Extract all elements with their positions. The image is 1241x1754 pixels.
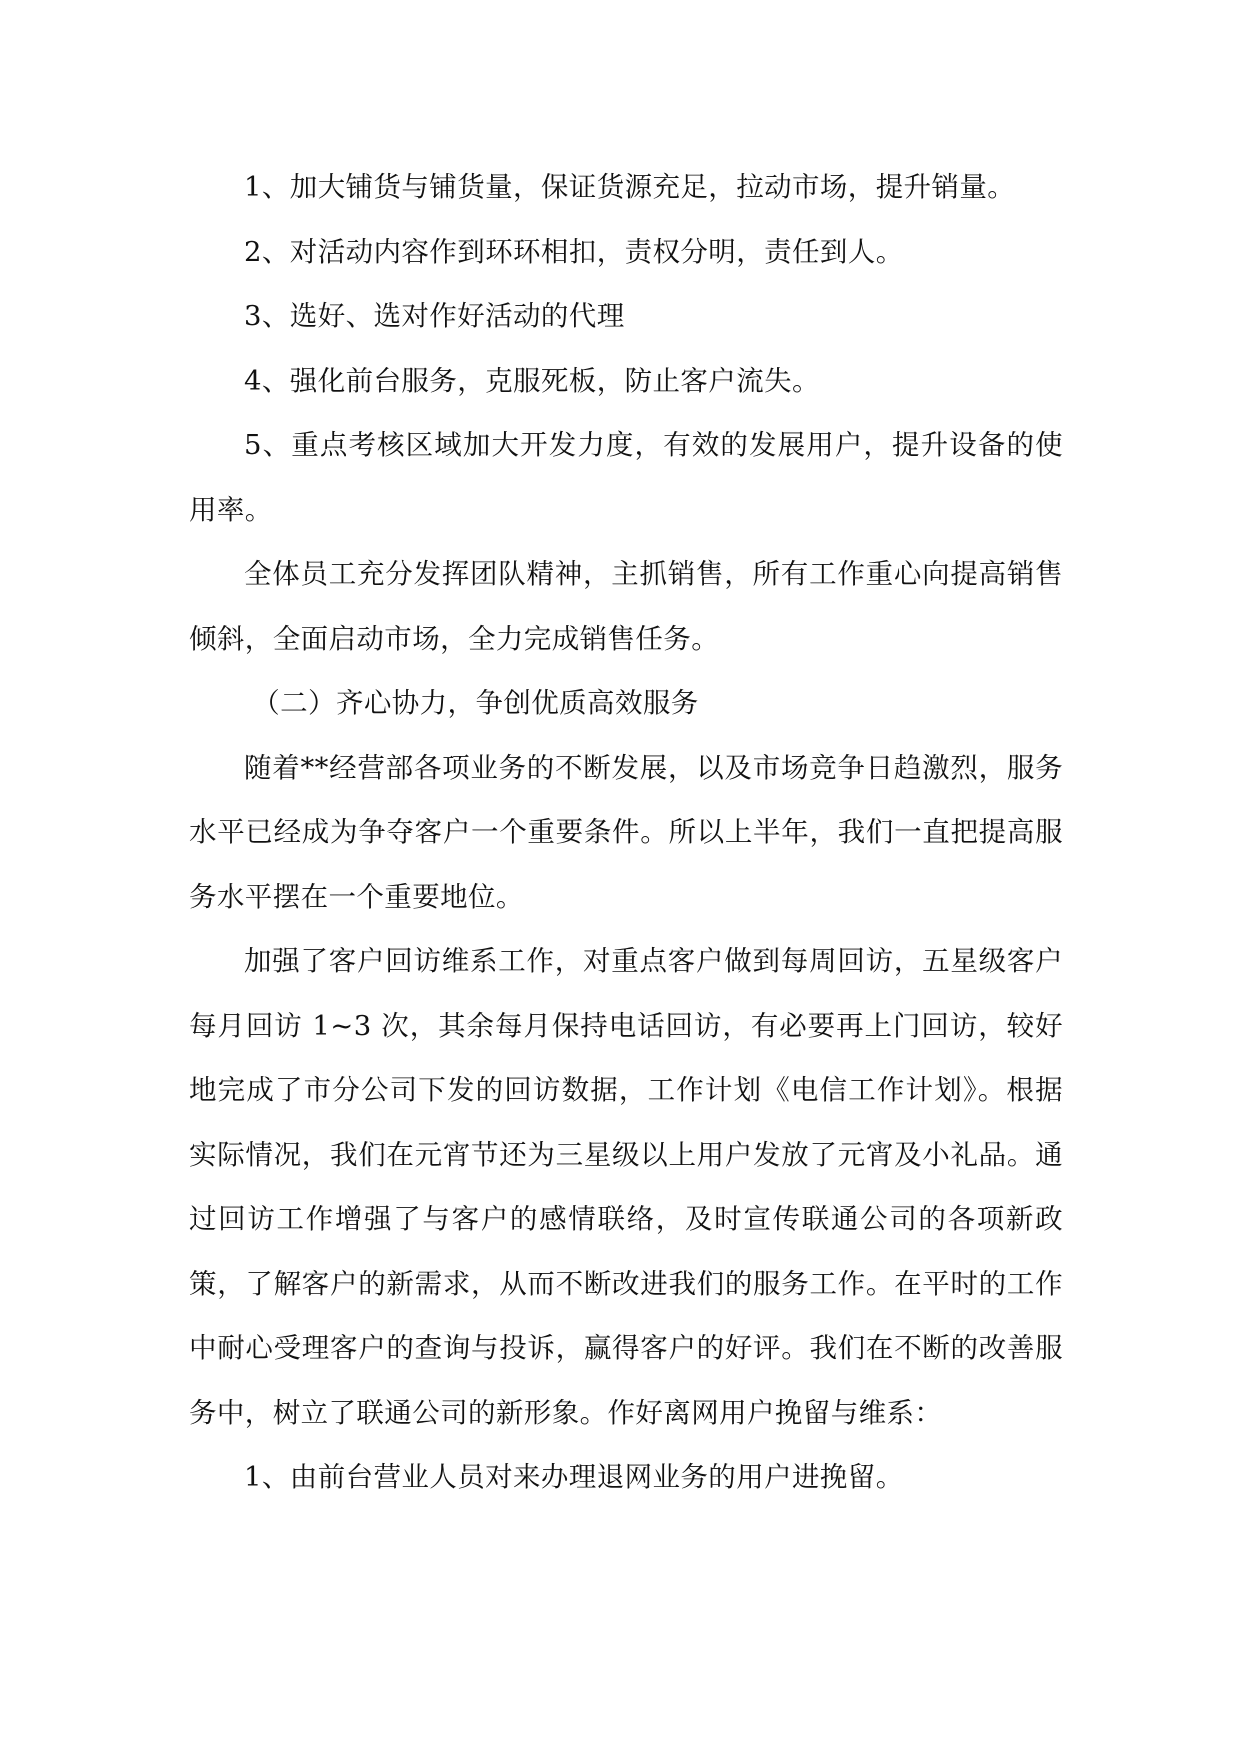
list-item-5: 5、重点考核区域加大开发力度，有效的发展用户，提升设备的使用率。: [189, 429, 1063, 526]
list-item-3: 3、选好、选对作好活动的代理: [244, 300, 625, 332]
paragraph-team-spirit: 全体员工充分发挥团队精神，主抓销售，所有工作重心向提高销售倾斜，全面启动市场，全力完成销售任务。: [189, 558, 1063, 655]
paragraph-service-intro: 随着**经营部各项业务的不断发展，以及市场竞争日趋激烈，服务水平已经成为争夺客户一个重要条件。所以上半年，我们一直把提高服务水平摆在一个重要地位。: [189, 751, 1063, 913]
document-body: [189, 155, 1063, 1510]
list-item-4: 4、强化前台服务，克服死板，防止客户流失。: [244, 364, 820, 397]
list-item-1: 1、加大铺货与铺货量，保证货源充足，拉动市场，提升销量。: [244, 171, 1016, 203]
section-heading: （二）齐心协力，争创优质高效服务: [252, 687, 699, 719]
list-item-2: 2、对活动内容作到环环相扣，责权分明，责任到人。: [244, 235, 904, 268]
list-item-retention-1: 1、由前台营业人员对来办理退网业务的用户进挽留。: [244, 1461, 904, 1493]
paragraph-customer-visits: 加强了客户回访维系工作，对重点客户做到每周回访，五星级客户每月回访 1~3 次，其余每月保持电话回访，有必要再上门回访，较好地完成了市分公司下发的回访数据，工作计划《电信工作计划》。根据实际情况，我们在元宵节还为三星级以上用户发放了元宵及小礼品。通过回访工作增强了与客户的感情联络，及时宣传联通公司的各项新政策，了解客户的新需求，从而不断改进我们的服务工作。在平时的工作中耐心受理客户的查询与投诉，赢得客户的好评。我们在不断的改善服务中，树立了联通公司的新形象。作好离网用户挽留与维系：: [189, 945, 1063, 1429]
